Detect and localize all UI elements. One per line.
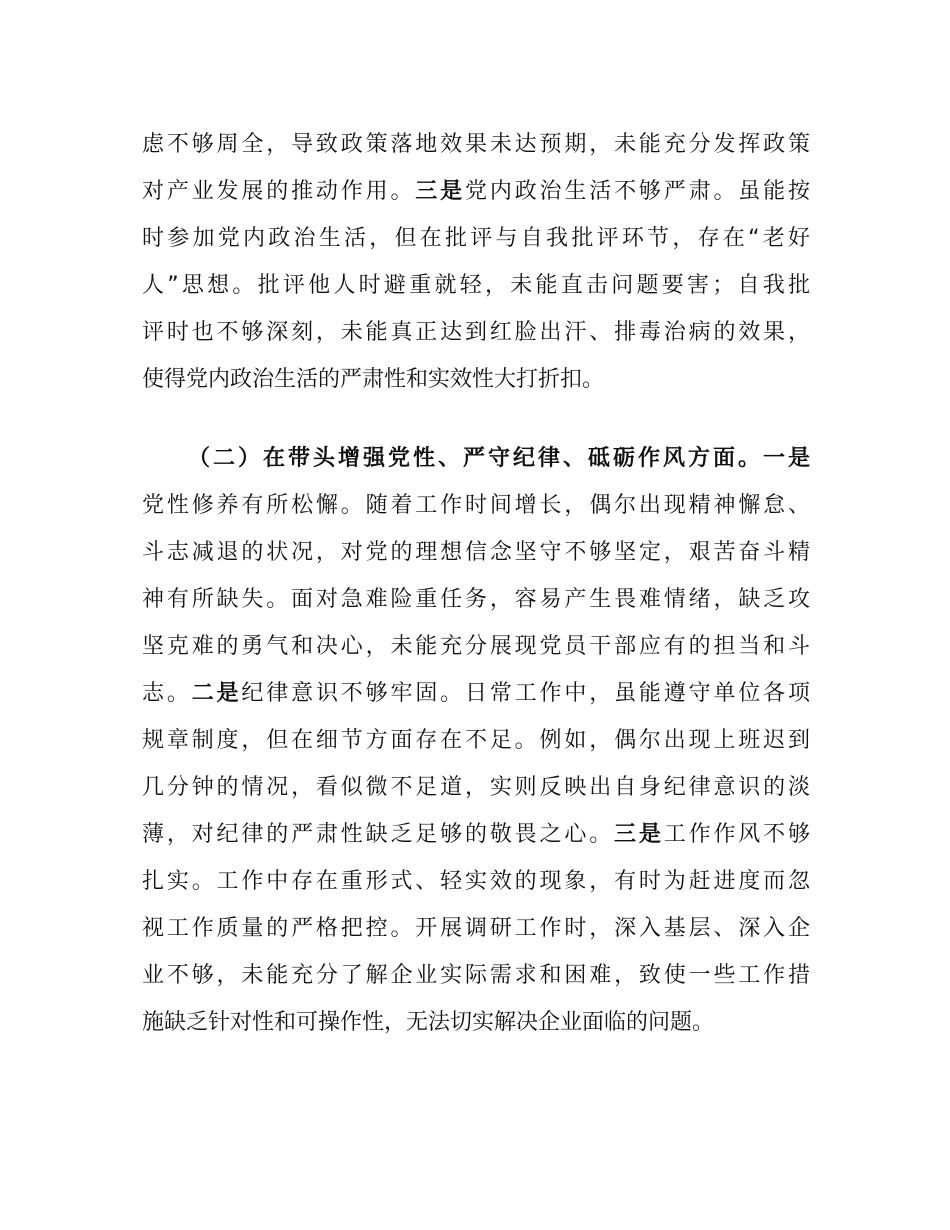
text-line	[142, 960, 810, 1007]
text-segment: 坚克难的勇气和决心，未能充分展现党员干部应有的担当和斗	[142, 634, 810, 659]
text-segment: 施缺乏针对性和可操作性，无法切实解决企业面临的问题。	[142, 1010, 715, 1035]
text-segment: 扎实。工作中存在重形式、轻实效的现象，有时为赶进度而忽	[142, 869, 810, 894]
text-segment: 时参加党内政治生活，但在批评与自我批评环节，存在“老好	[142, 226, 810, 251]
text-line	[142, 725, 810, 772]
text-segment: 对产业发展的推动作用。	[142, 179, 416, 204]
text-segment: 使得党内政治生活的严肃性和实效性大打折扣。	[142, 367, 605, 392]
bold-text: （二）在带头增强党性、严守纪律、砥砺作风方面。一是	[188, 446, 810, 471]
text-line	[142, 819, 810, 866]
text-segment: 纪律意识不够牢固。日常工作中，虽能遵守单位各项	[241, 681, 810, 706]
text-line	[142, 443, 810, 490]
text-segment: 工作作风不够	[663, 822, 810, 847]
paragraph	[142, 443, 810, 1054]
document-page	[142, 129, 810, 1086]
text-line	[142, 129, 810, 176]
bold-text: 二是	[191, 681, 242, 706]
text-line	[142, 678, 810, 725]
text-segment: 业不够，未能充分了解企业实际需求和困难，致使一些工作措	[142, 963, 810, 988]
text-segment: 虑不够周全，导致政策落地效果未达预期，未能充分发挥政策	[142, 132, 810, 157]
text-line	[142, 866, 810, 913]
text-line	[142, 176, 810, 223]
text-segment: 几分钟的情况，看似微不足道，实则反映出自身纪律意识的淡	[142, 775, 810, 800]
text-line	[142, 584, 810, 631]
text-line	[142, 772, 810, 819]
text-segment: 志。	[142, 681, 192, 706]
bold-text: 三是	[614, 822, 664, 847]
text-line	[142, 317, 810, 364]
text-segment: 人”思想。批评他人时避重就轻，未能直击问题要害；自我批	[142, 273, 810, 298]
text-segment: 规章制度，但在细节方面存在不足。例如，偶尔出现上班迟到	[142, 728, 810, 753]
text-line	[142, 913, 810, 960]
text-line	[142, 270, 810, 317]
text-segment: 评时也不够深刻，未能真正达到红脸出汗、排毒治病的效果，	[142, 320, 810, 345]
text-line	[142, 490, 810, 537]
text-segment: 党性修养有所松懈。随着工作时间增长，偶尔出现精神懈怠、	[142, 493, 810, 518]
text-segment: 神有所缺失。面对急难险重任务，容易产生畏难情绪，缺乏攻	[142, 587, 810, 612]
text-line	[142, 537, 810, 584]
bold-text: 三是	[415, 179, 465, 204]
text-segment: 视工作质量的严格把控。开展调研工作时，深入基层、深入企	[142, 916, 810, 941]
text-segment: 斗志减退的状况，对党的理想信念坚守不够坚定，艰苦奋斗精	[142, 540, 810, 565]
text-segment: 薄，对纪律的严肃性缺乏足够的敬畏之心。	[142, 822, 615, 847]
paragraph	[142, 129, 810, 411]
text-segment: 党内政治生活不够严肃。虽能按	[465, 179, 810, 204]
text-line	[142, 1007, 810, 1054]
text-line	[142, 631, 810, 678]
text-line	[142, 364, 810, 411]
text-line	[142, 223, 810, 270]
